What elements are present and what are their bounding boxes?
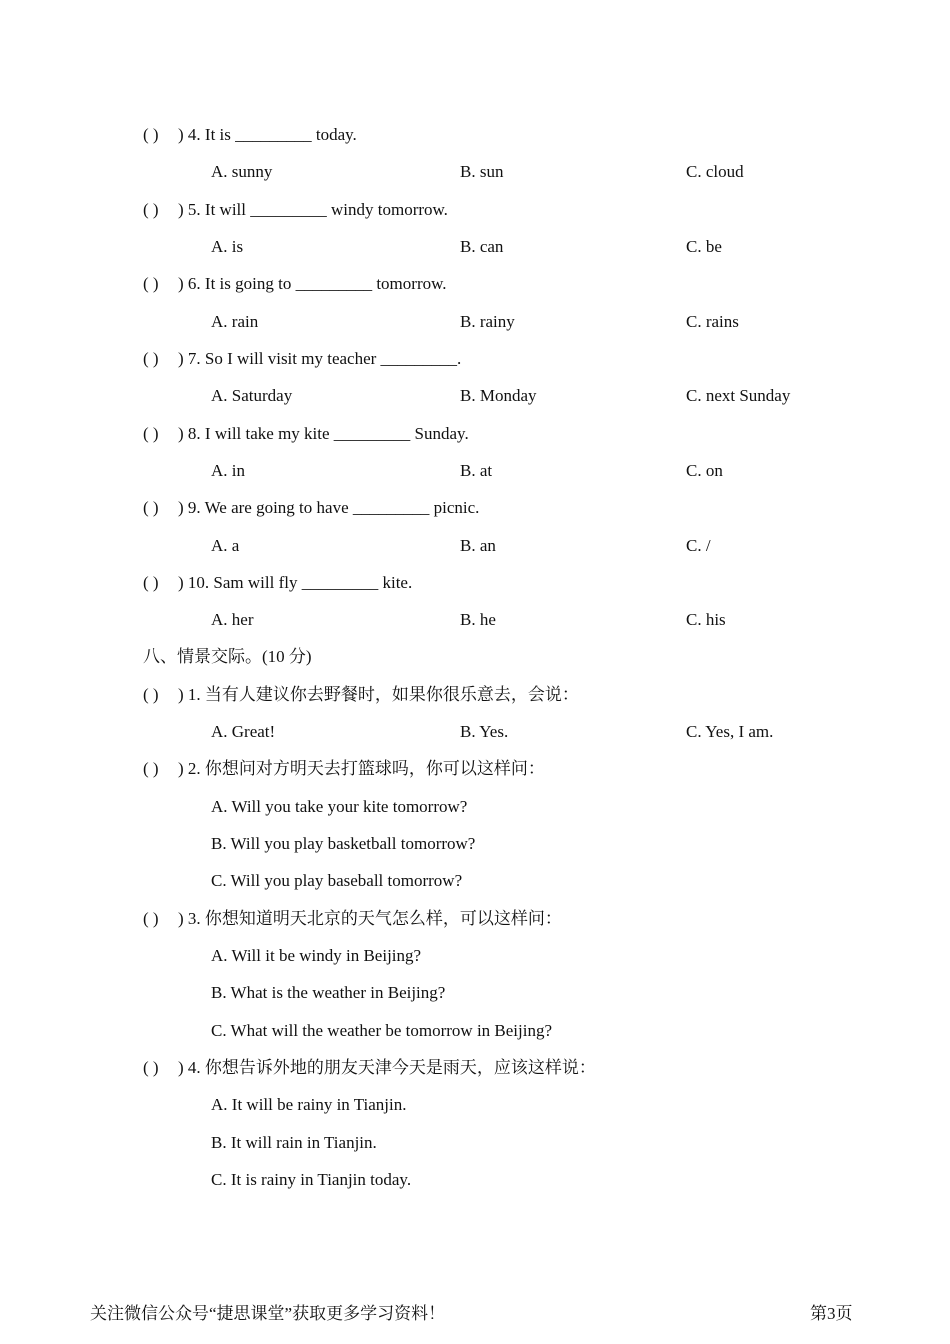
option-a: A. in [211, 461, 245, 480]
question-stem: ) 2. 你想问对方明天去打篮球吗，你可以这样问： [178, 759, 545, 778]
section-title: 八、情景交际。(10 分) [143, 647, 312, 666]
option-c: C. rains [686, 312, 739, 331]
option-b: B. rainy [460, 312, 515, 331]
option-c: C. cloud [686, 162, 744, 181]
question-stem: ) 4. 你想告诉外地的朋友天津今天是雨天，应该这样说： [178, 1058, 596, 1077]
option-b: B. can [460, 237, 504, 256]
question-stem: ) 7. So I will visit my teacher _________. [178, 349, 462, 368]
answer-blank[interactable]: ( ) [143, 424, 159, 443]
option-b: B. What is the weather in Beijing? [211, 983, 446, 1002]
answer-blank[interactable]: ( ) [143, 685, 159, 704]
answer-blank[interactable]: ( ) [143, 125, 159, 144]
option-c: C. What will the weather be tomorrow in Beijing? [211, 1021, 553, 1040]
answer-blank[interactable]: ( ) [143, 573, 159, 592]
option-a: A. Will it be windy in Beijing? [211, 946, 422, 965]
option-c: C. It is rainy in Tianjin today. [211, 1170, 412, 1189]
page-number: 第3页 [810, 1304, 853, 1323]
option-b: B. at [460, 461, 493, 480]
option-b: B. Monday [460, 386, 537, 405]
footer-promo-text: 关注微信公众号“捷思课堂”获取更多学习资料！ [90, 1304, 446, 1323]
answer-blank[interactable]: ( ) [143, 200, 159, 219]
option-b: B. It will rain in Tianjin. [211, 1133, 377, 1152]
answer-blank[interactable]: ( ) [143, 349, 159, 368]
option-c: C. his [686, 610, 726, 629]
option-a: A. sunny [211, 162, 273, 181]
option-b: B. he [460, 610, 496, 629]
option-c: C. Will you play baseball tomorrow? [211, 871, 463, 890]
question-stem: ) 9. We are going to have _________ picnic. [178, 498, 480, 517]
option-a: A. Will you take your kite tomorrow? [211, 797, 468, 816]
option-c: C. / [686, 536, 711, 555]
option-a: A. rain [211, 312, 259, 331]
question-stem: ) 5. It will _________ windy tomorrow. [178, 200, 448, 219]
option-a: A. a [211, 536, 240, 555]
answer-blank[interactable]: ( ) [143, 1058, 159, 1077]
question-stem: ) 10. Sam will fly _________ kite. [178, 573, 413, 592]
question-stem: ) 3. 你想知道明天北京的天气怎么样，可以这样问： [178, 909, 562, 928]
option-c: C. on [686, 461, 723, 480]
option-a: A. Great! [211, 722, 276, 741]
option-c: C. next Sunday [686, 386, 791, 405]
option-c: C. Yes, I am. [686, 722, 774, 741]
answer-blank[interactable]: ( ) [143, 498, 159, 517]
option-a: A. her [211, 610, 254, 629]
option-a: A. It will be rainy in Tianjin. [211, 1095, 407, 1114]
option-a: A. Saturday [211, 386, 293, 405]
question-stem: ) 4. It is _________ today. [178, 125, 357, 144]
option-a: A. is [211, 237, 244, 256]
answer-blank[interactable]: ( ) [143, 274, 159, 293]
option-b: B. Yes. [460, 722, 509, 741]
option-b: B. Will you play basketball tomorrow? [211, 834, 476, 853]
option-c: C. be [686, 237, 722, 256]
answer-blank[interactable]: ( ) [143, 759, 159, 778]
question-stem: ) 1. 当有人建议你去野餐时，如果你很乐意去，会说： [178, 685, 579, 704]
question-stem: ) 8. I will take my kite _________ Sunday. [178, 424, 469, 443]
option-b: B. sun [460, 162, 504, 181]
option-b: B. an [460, 536, 496, 555]
answer-blank[interactable]: ( ) [143, 909, 159, 928]
question-stem: ) 6. It is going to _________ tomorrow. [178, 274, 447, 293]
